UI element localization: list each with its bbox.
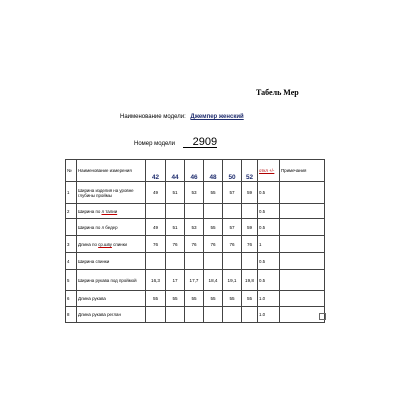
table-row	[66, 253, 325, 270]
row-tolerance: 0.5	[258, 204, 280, 219]
row-value: 59	[242, 182, 258, 204]
row-value: 16,3	[146, 270, 166, 291]
table-row	[66, 182, 325, 204]
header-name: Наименование измерения	[77, 160, 146, 182]
row-no: 5	[66, 270, 77, 291]
row-no: 1	[66, 182, 77, 204]
row-name: Ширина спинки	[77, 253, 146, 270]
row-value: 76	[185, 236, 204, 253]
row-value: 51	[166, 219, 185, 236]
row-name-part: Длина по	[78, 241, 99, 247]
header-size-44: 44	[166, 160, 185, 182]
row-value: 57	[223, 182, 242, 204]
row-value	[204, 253, 223, 270]
row-value: 49	[146, 182, 166, 204]
row-value: 76	[242, 236, 258, 253]
row-tolerance: 0.5	[258, 182, 280, 204]
row-value: 76	[223, 236, 242, 253]
header-no: №	[66, 160, 77, 182]
row-no: 8	[66, 307, 77, 323]
row-value	[166, 204, 185, 219]
row-tolerance: 1.0	[258, 291, 280, 307]
row-name-underlined: л талии	[101, 208, 118, 214]
row-notes	[280, 204, 325, 219]
row-name-part: спинки	[111, 241, 127, 247]
model-name-label: Наименование модели:	[120, 114, 186, 120]
row-value: 55	[242, 291, 258, 307]
row-value	[166, 253, 185, 270]
row-value: 49	[146, 219, 166, 236]
row-tolerance: 0.5	[258, 270, 280, 291]
row-value	[204, 204, 223, 219]
row-name-underlined: ср.шву	[98, 241, 112, 247]
row-name	[77, 204, 146, 219]
row-value: 19,8	[242, 270, 258, 291]
row-value: 55	[166, 291, 185, 307]
row-notes	[280, 307, 325, 323]
row-value	[204, 307, 223, 323]
row-value: 55	[185, 291, 204, 307]
row-value: 76	[146, 236, 166, 253]
model-number-label: Номер модели	[134, 141, 175, 147]
row-value: 76	[166, 236, 185, 253]
row-notes	[280, 270, 325, 291]
row-value	[146, 307, 166, 323]
row-value: 55	[204, 182, 223, 204]
table-row	[66, 291, 325, 307]
row-no: 3	[66, 236, 77, 253]
row-notes	[280, 219, 325, 236]
row-notes	[280, 253, 325, 270]
row-value: 57	[223, 219, 242, 236]
row-value	[223, 307, 242, 323]
model-number-line	[134, 137, 217, 148]
row-value	[223, 204, 242, 219]
row-value	[146, 253, 166, 270]
row-tolerance: 1.0	[258, 307, 280, 323]
row-value	[223, 253, 242, 270]
row-notes	[280, 182, 325, 204]
header-size-48: 48	[204, 160, 223, 182]
header-size-50: 50	[223, 160, 242, 182]
row-value: 51	[166, 182, 185, 204]
row-name: Ширина по л бедер	[77, 219, 146, 236]
row-value	[242, 307, 258, 323]
row-no: 6	[66, 291, 77, 307]
row-notes	[280, 236, 325, 253]
row-value: 18,4	[204, 270, 223, 291]
row-value: 53	[185, 219, 204, 236]
row-tolerance: 0.5	[258, 253, 280, 270]
row-value	[185, 204, 204, 219]
row-value	[185, 253, 204, 270]
header-tolerance: откл +/-	[258, 160, 280, 182]
row-tolerance: 1	[258, 236, 280, 253]
row-name	[77, 236, 146, 253]
row-value: 59	[242, 219, 258, 236]
corner-checkbox-marker	[319, 313, 326, 320]
model-number-value: 2909	[183, 137, 217, 148]
header-size-46: 46	[185, 160, 204, 182]
row-name-part: Ширина по	[78, 208, 102, 214]
row-value: 53	[185, 182, 204, 204]
row-no: 4	[66, 253, 77, 270]
row-value: 17,7	[185, 270, 204, 291]
model-name-line	[120, 114, 244, 120]
row-value: 55	[204, 219, 223, 236]
measurement-table	[65, 159, 325, 323]
row-value: 55	[204, 291, 223, 307]
row-value	[242, 253, 258, 270]
row-value: 55	[146, 291, 166, 307]
row-notes	[280, 291, 325, 307]
row-value: 19,1	[223, 270, 242, 291]
row-value: 55	[223, 291, 242, 307]
header-notes: Примечания	[280, 160, 325, 182]
row-name: Длина рукава реглан	[77, 307, 146, 323]
table-row	[66, 204, 325, 219]
header-size-42: 42	[146, 160, 166, 182]
row-value: 17	[166, 270, 185, 291]
row-name: Длина рукава	[77, 291, 146, 307]
header-size-52: 52	[242, 160, 258, 182]
document-title: Табель Мер	[256, 88, 299, 97]
row-value	[185, 307, 204, 323]
table-header-row	[66, 160, 325, 182]
table-row	[66, 236, 325, 253]
row-value	[242, 204, 258, 219]
row-value	[146, 204, 166, 219]
table-row	[66, 219, 325, 236]
row-value	[166, 307, 185, 323]
row-tolerance: 0.5	[258, 219, 280, 236]
row-no: 2	[66, 204, 77, 219]
row-name: Ширина изделия на уровне глубины проймы	[77, 182, 146, 204]
model-name-value: Джемпер женский	[190, 114, 244, 120]
row-no	[66, 219, 77, 236]
table-row	[66, 270, 325, 291]
table-row	[66, 307, 325, 323]
row-value: 76	[204, 236, 223, 253]
row-name: Ширина рукава под проймой	[77, 270, 146, 291]
